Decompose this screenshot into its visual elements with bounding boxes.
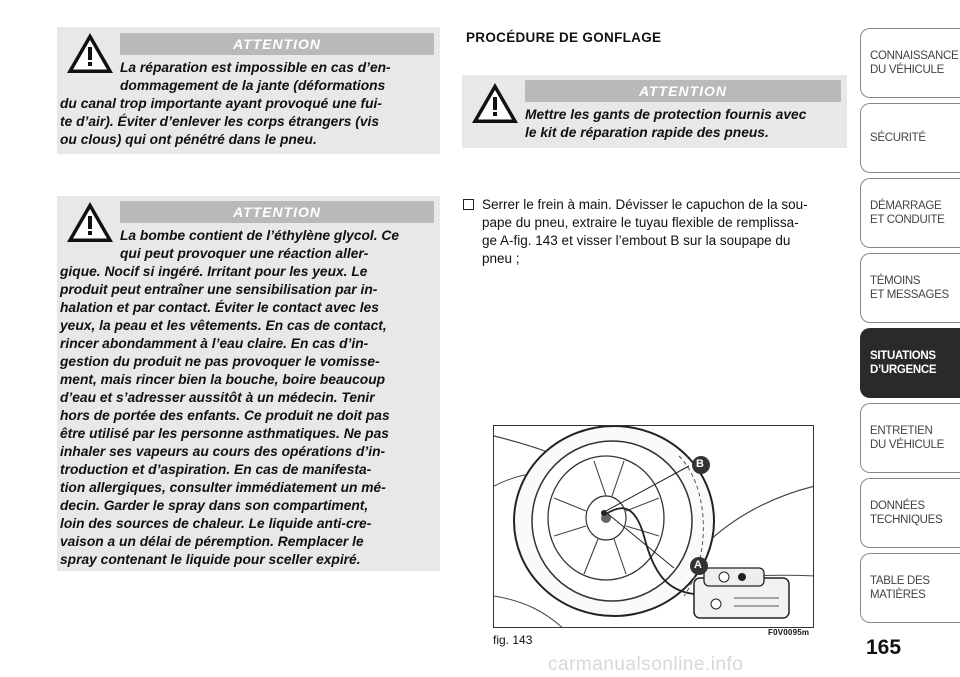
page-number: 165 [866,636,902,659]
warning-text-continued: du canal trop importante ayant provoqué une fui- te d’air). Éviter d’enlever les corps étrangers (vis ou clous) qui ont pénétré dans le pneu. [60,96,382,147]
instruction-text: Serrer le frein à main. Dévisser le capuchon de la sou- pape du pneu, extraire le tuyau flexible de remplissa- ge A-fig. 143 et visser l’embout B sur la soupape du pneu ; [482,197,808,266]
tab-label: CONNAISSANCE DU VÉHICULE [870,50,959,76]
warning-text: Mettre les gants de protection fournis avec le kit de réparation rapide des pneus. [525,107,807,140]
warning-header: ATTENTION [525,80,841,102]
warning-text-continued: gique. Nocif si ingéré. Irritant pour les yeux. Le produit peut entraîner une sensibilisation par in- halation et par contact. Éviter le contact avec les yeux, la peau et les vêtements. En cas de contact, rincer abondamment à l’eau claire. En cas d’in- gestion du produit ne pas provoquer le vomisse- ment, mais rincer bien la bouche, boire beaucoup d’eau et s’adresser aussitôt à un médecin. Tenir hors de portée des enfants. Ce produit ne doit pas être utilisé par les personne asthmatiques. Ne pas inhaler ses vapeurs au cours des opérations d’in- troduction et d’aspiration. En cas de manifesta- tion allergiques, consulter immédiatement un mé- decin. Garder le spray dans son compartiment, loin des sources de chaleur. Le liquide anti-cre- vaison a un délai de péremption. Remplacer le spray contenant le liquide pour sceller expiré. [60,264,390,567]
tyre-compressor-illustration [494,426,814,628]
warning-text: La bombe contient de l’éthylène glycol. Ce qui peut provoquer une réaction aller- [120,228,400,261]
section-title: PROCÉDURE DE GONFLAGE [466,30,662,45]
tab-label: SÉCURITÉ [870,132,926,144]
callout-label-a: A [694,559,702,571]
warning-text: La réparation est impossible en cas d’en- dommagement de la jante (déformations [120,60,391,93]
callout-label-b: B [696,458,704,470]
figure-caption: fig. 143 [493,633,533,647]
figure-code: F0V0095m [768,628,810,637]
tab-label: TÉMOINS ET MESSAGES [870,275,949,301]
tab-donnees-techniques[interactable] [860,478,960,548]
figure-tyre-inflation [493,425,814,628]
warning-header: ATTENTION [120,201,434,223]
tab-situations-d-urgence[interactable] [860,328,960,398]
warning-box-gloves [462,75,847,148]
tab-label: DONNÉES TECHNIQUES [870,500,943,526]
tab-securite[interactable] [860,103,960,173]
warning-triangle-icon [65,31,115,75]
tab-label: DÉMARRAGE ET CONDUITE [870,200,945,226]
tab-label: TABLE DES MATIÈRES [870,575,930,601]
warning-header: ATTENTION [120,33,434,55]
tab-table-des-matieres[interactable] [860,553,960,623]
warning-triangle-icon [65,200,115,244]
tab-demarrage-et-conduite[interactable] [860,178,960,248]
warning-triangle-icon [470,81,520,125]
instruction-bullet [463,196,847,268]
tab-label: ENTRETIEN DU VÉHICULE [870,425,945,451]
warning-box-ethylene-glycol [57,196,440,571]
tab-temoins-et-messages[interactable] [860,253,960,323]
tab-connaissance-du-vehicule[interactable] [860,28,960,98]
watermark: carmanualsonline.info [548,654,744,675]
tab-label: SITUATIONS D’URGENCE [870,350,937,376]
tab-entretien-du-vehicule[interactable] [860,403,960,473]
warning-box-rim-damage [57,27,440,154]
checkbox-bullet-icon [463,199,474,210]
